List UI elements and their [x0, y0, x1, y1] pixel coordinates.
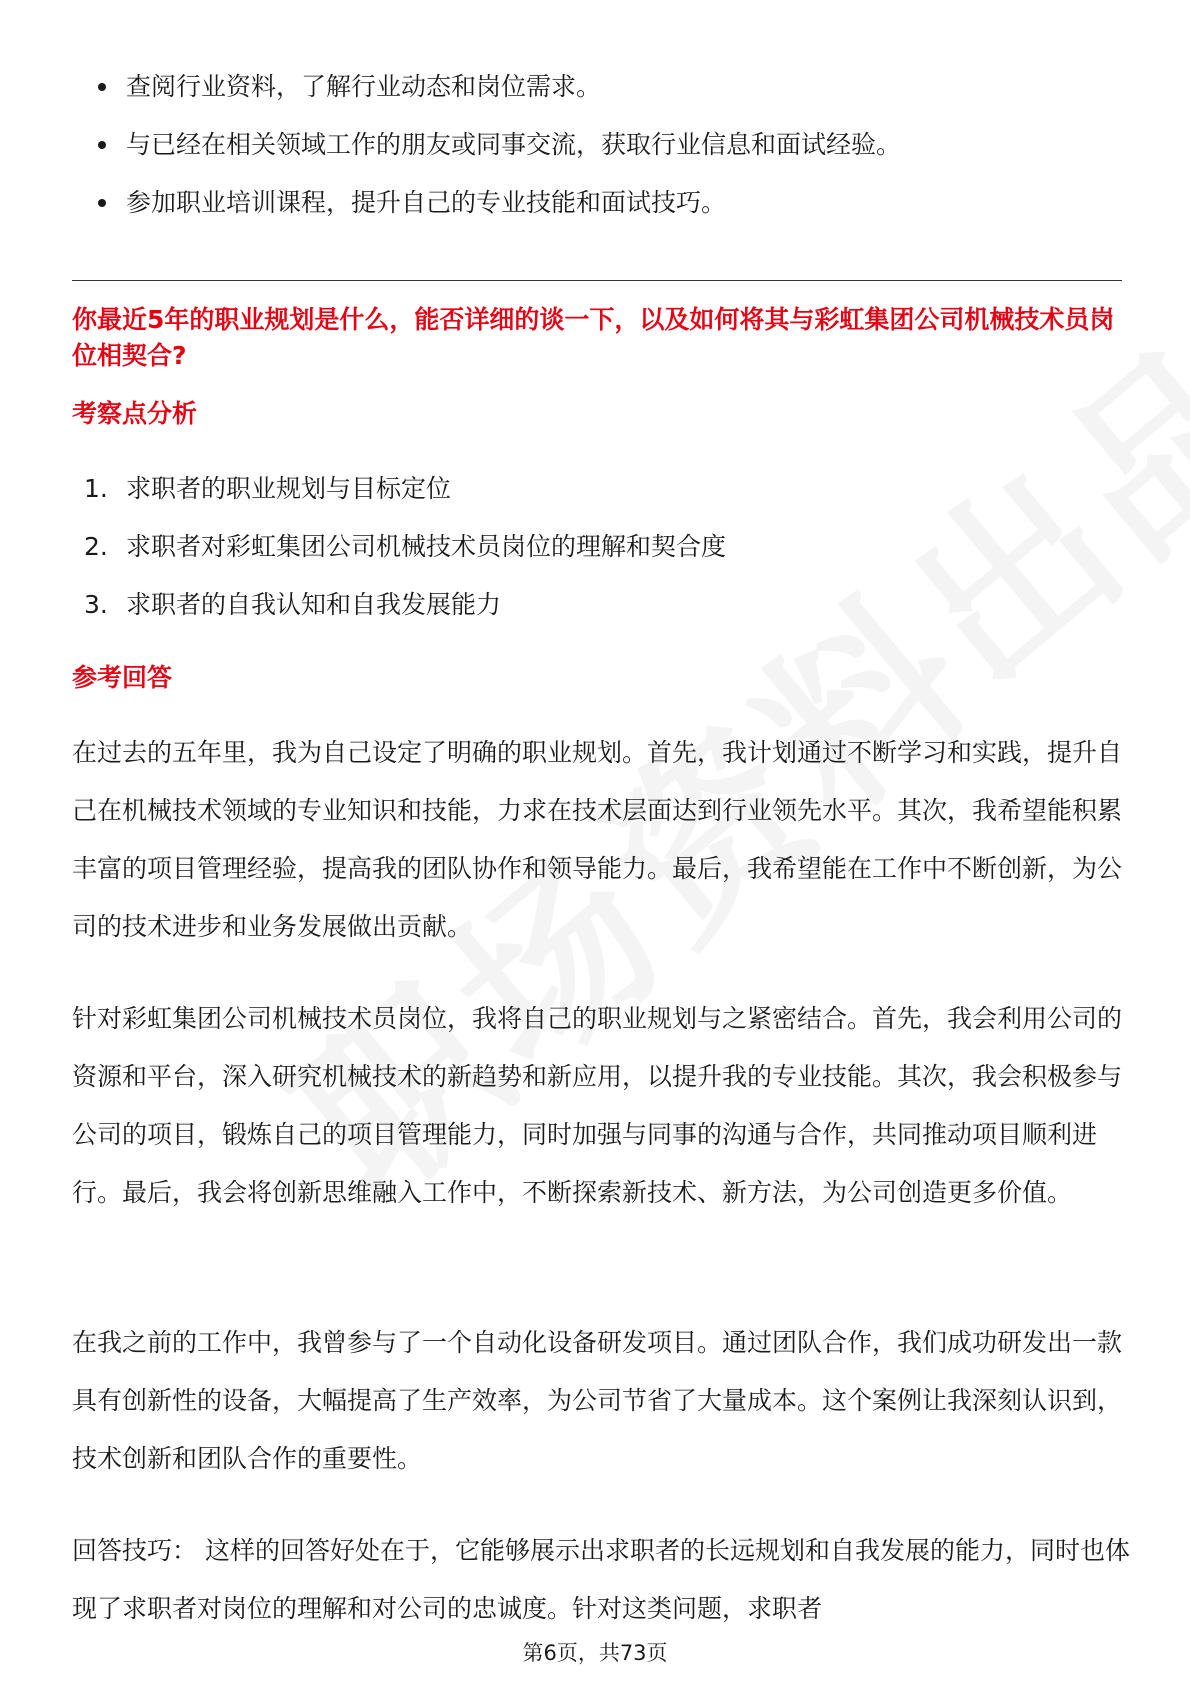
answer-heading: 参考回答: [72, 663, 173, 692]
answer-tips-paragraph: 回答技巧： 这样的回答好处在于，它能够展示出求职者的长远规划和自我发展的能力，同时也体现了求职者对岗位的理解和对公司的忠诚度。针对这类问题，求职者: [72, 1536, 1130, 1623]
analysis-item-number: 3.: [84, 590, 108, 619]
bullet-item: 与已经在相关领域工作的朋友或同事交流，获取行业信息和面试经验。: [96, 116, 901, 174]
analysis-item-text: 求职者对彩虹集团公司机械技术员岗位的理解和契合度: [126, 532, 727, 561]
question-title: 你最近5年的职业规划是什么，能否详细的谈一下，以及如何将其与彩虹集团公司机械技术员岗位相契合?: [72, 305, 1115, 370]
analysis-item: [84, 460, 726, 518]
page-footer: 第6页，共73页: [522, 1641, 668, 1665]
bullet-item: 参加职业培训课程，提升自己的专业技能和面试技巧。: [96, 174, 901, 232]
bullet-item: 查阅行业资料，了解行业动态和岗位需求。: [96, 58, 901, 116]
section-divider: [72, 280, 1122, 281]
bullet-list: [96, 58, 901, 232]
analysis-item-text: 求职者的职业规划与目标定位: [126, 474, 452, 503]
analysis-item: [84, 576, 726, 634]
analysis-item: [84, 518, 726, 576]
analysis-item-number: 1.: [84, 474, 108, 503]
analysis-heading: 考察点分析: [72, 399, 198, 428]
analysis-list: [84, 460, 726, 634]
answer-paragraph: 在过去的五年里，我为自己设定了明确的职业规划。首先，我计划通过不断学习和实践，提升自己在机械技术领域的专业知识和技能，力求在技术层面达到行业领先水平。其次，我希望能积累丰富的项目管理经验，提高我的团队协作和领导能力。最后，我希望能在工作中不断创新，为公司的技术进步和业务发展做出贡献。: [72, 738, 1123, 941]
answer-paragraph: 在我之前的工作中，我曾参与了一个自动化设备研发项目。通过团队合作，我们成功研发出一款具有创新性的设备，大幅提高了生产效率，为公司节省了大量成本。这个案例让我深刻认识到，技术创新和团队合作的重要性。: [72, 1328, 1123, 1473]
analysis-item-number: 2.: [84, 532, 108, 561]
analysis-item-text: 求职者的自我认知和自我发展能力: [126, 590, 502, 619]
answer-paragraph: 针对彩虹集团公司机械技术员岗位，我将自己的职业规划与之紧密结合。首先，我会利用公司的资源和平台，深入研究机械技术的新趋势和新应用，以提升我的专业技能。其次，我会积极参与公司的项目，锻炼自己的项目管理能力，同时加强与同事的沟通与合作，共同推动项目顺利进行。最后，我会将创新思维融入工作中，不断探索新技术、新方法，为公司创造更多价值。: [72, 1004, 1123, 1207]
